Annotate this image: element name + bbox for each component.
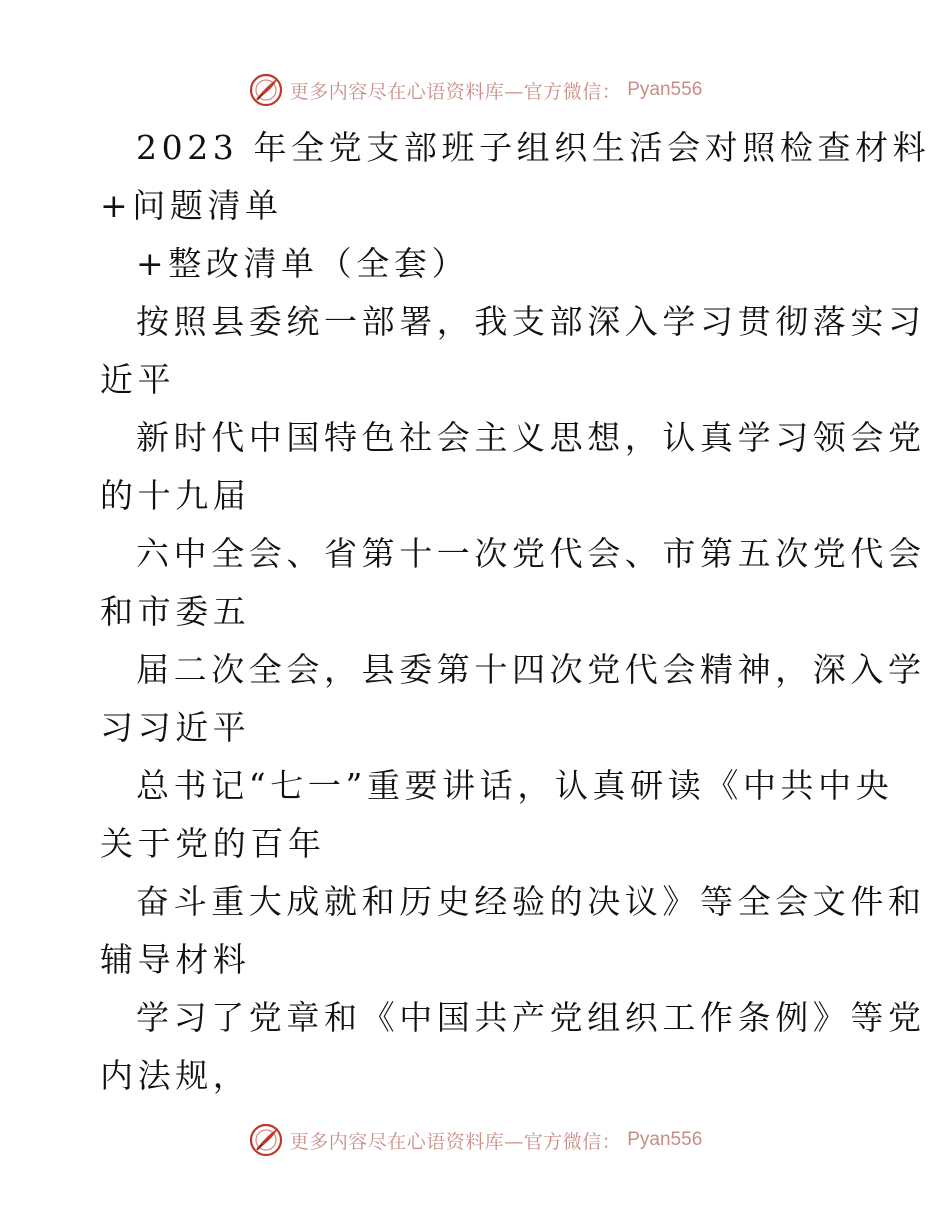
watermark-text: 更多内容尽在心语资料库—官方微信：: [289, 1130, 622, 1153]
footer-watermark: [0, 1118, 950, 1162]
body-line: 总书记“七一”重要讲话，认真研读《中共中央: [136, 766, 894, 805]
body-line: 近平: [100, 360, 176, 399]
body-line: 奋斗重大成就和历史经验的决议》等全会文件和: [136, 882, 926, 921]
quill-circle-logo-icon: [248, 1122, 284, 1158]
body-line: 六中全会、省第十一次党代会、市第五次党代会: [136, 534, 926, 573]
document-title-line-3: +整改清单（全套）: [136, 244, 470, 283]
body-line: 习习近平: [100, 708, 251, 747]
document-title-line-1: 2023 年全党支部班子组织生活会对照检查材料: [136, 128, 931, 167]
body-line: 按照县委统一部署，我支部深入学习贯彻落实习: [136, 302, 926, 341]
body-line: 学习了党章和《中国共产党组织工作条例》等党: [136, 998, 926, 1037]
body-line: 和市委五: [100, 592, 251, 631]
body-line: 关于党的百年: [100, 824, 326, 863]
document-title-line-2: +问题清单: [100, 186, 283, 225]
body-line: 辅导材料: [100, 940, 251, 979]
watermark-wechat-id: Pyan556: [627, 1129, 703, 1150]
watermark-wechat-id: Pyan556: [627, 79, 703, 100]
body-line: 届二次全会，县委第十四次党代会精神，深入学: [136, 650, 926, 689]
watermark-text: 更多内容尽在心语资料库—官方微信：: [289, 80, 622, 103]
body-line: 的十九届: [100, 476, 251, 515]
body-line: 内法规，: [100, 1056, 251, 1095]
body-line: 新时代中国特色社会主义思想，认真学习领会党: [136, 418, 926, 457]
